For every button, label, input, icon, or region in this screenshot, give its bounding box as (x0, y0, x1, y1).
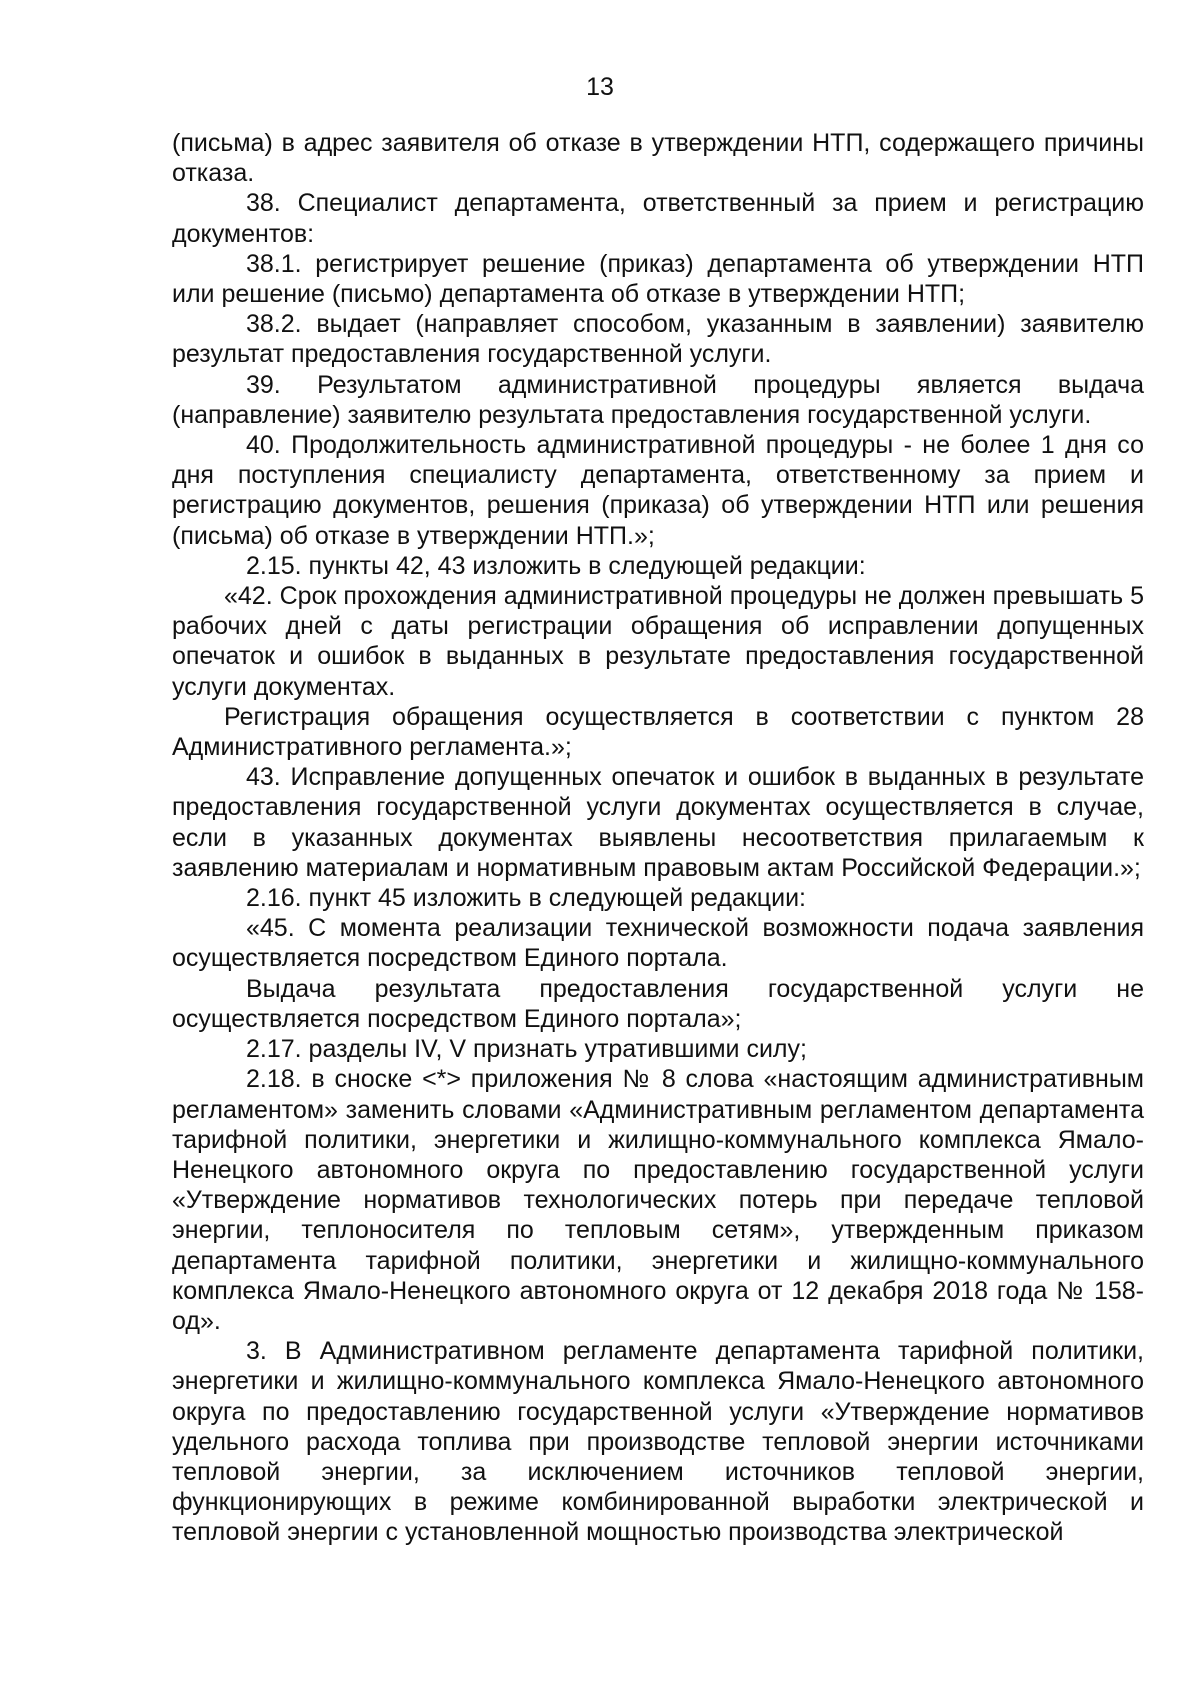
paragraph: 38. Специалист департамента, ответственный за прием и регистрацию документов: (172, 189, 1144, 248)
paragraph: 43. Исправление допущенных опечаток и ошибок в выданных в результате предоставления государственной услуги документах осуществляется в случае, если в указанных документах выявлены несоответствия прилагаемым к заявлению материалам и нормативным правовым актам Российской Федерации.»; (172, 763, 1144, 882)
paragraph: 38.1. регистрирует решение (приказ) департамента об утверждении НТП или решение (письмо) департамента об отказе в утверждении НТП; (172, 249, 1144, 309)
paragraph: (письма) в адрес заявителя об отказе в утверждении НТП, содержащего причины отказа. (172, 129, 1144, 188)
paragraph: 2.16. пункт 45 изложить в следующей редакции: (246, 884, 806, 913)
paragraph: 2.15. пункты 42, 43 изложить в следующей редакции: (246, 551, 866, 580)
paragraph: 40. Продолжительность административной процедуры - не более 1 дня со дня поступления специалисту департамента, ответственному за прием и регистрацию документов, решения (приказа) об утверждении НТП или решения (письма) об отказе в утверждении НТП.»; (172, 431, 1144, 550)
paragraph: Регистрация обращения осуществляется в соответствии с пунктом 28 Административного регламента.»; (172, 702, 1144, 762)
paragraph: 2.18. в сноске <*> приложения № 8 слова «настоящим административным регламентом» заменить словами «Административным регламентом департамента тарифной политики, энергетики и жилищно-коммунального комплекса Ямало-Ненецкого автономного округа по предоставлению государственной услуги «Утверждение нормативов технологических потерь при передаче тепловой энергии, теплоносителя по тепловым сетям», утвержденным приказом департамента тарифной политики, энергетики и жилищно-коммунального комплекса Ямало-Ненецкого автономного округа от 12 декабря 2018 года № 158-од». (172, 1065, 1144, 1335)
paragraph: 3. В Административном регламенте департамента тарифной политики, энергетики и жилищно-коммунального комплекса Ямало-Ненецкого автономного округа по предоставлению государственной услуги «Утверждение нормативов удельного расхода топлива при производстве тепловой энергии источниками тепловой энергии, за исключением источников тепловой энергии, функционирующих в режиме комбинированной выработки электрической и тепловой энергии с установленной мощностью производства электрической (172, 1337, 1144, 1547)
paragraph: «42. Срок прохождения административной процедуры не должен превышать 5 рабочих дней с даты регистрации обращения об исправлении допущенных опечаток и ошибок в выданных в результате предоставления государственной услуги документах. (172, 582, 1144, 701)
paragraph: Выдача результата предоставления государственной услуги не осуществляется посредством Единого портала»; (172, 974, 1144, 1033)
paragraph: 39. Результатом административной процедуры является выдача (направление) заявителю результата предоставления государственной услуги. (172, 370, 1144, 429)
document-body (172, 128, 1144, 1548)
paragraph: «45. С момента реализации технической возможности подача заявления осуществляется посредством Единого портала. (172, 914, 1144, 973)
page-number: 13 (586, 73, 614, 101)
paragraph: 2.17. разделы IV, V признать утратившими силу; (246, 1035, 807, 1064)
paragraph: 38.2. выдает (направляет способом, указанным в заявлении) заявителю результат предоставления государственной услуги. (172, 310, 1144, 369)
